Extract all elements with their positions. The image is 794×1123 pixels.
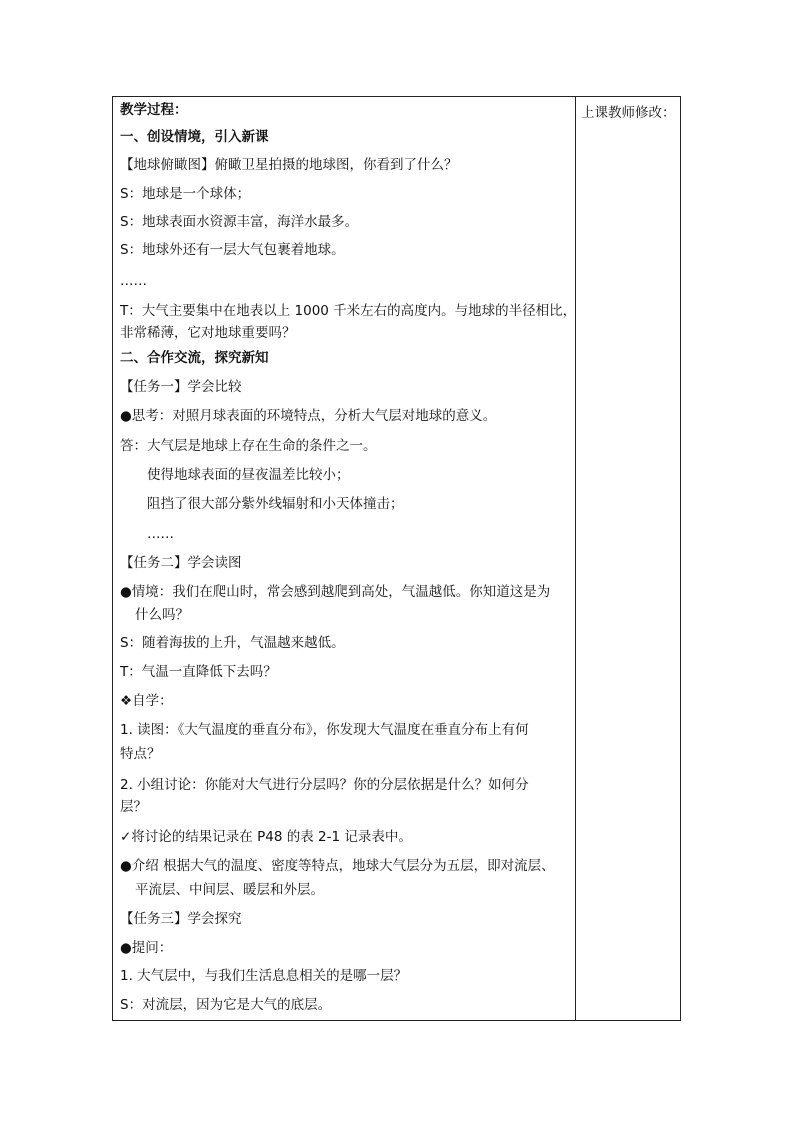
text-line: 什么吗？	[135, 607, 189, 623]
text-line: 1. 读图：《大气温度的垂直分布》，你发现大气温度在垂直分布上有何	[120, 722, 529, 738]
text-line: 1. 大气层中，与我们生活息息相关的是哪一层？	[120, 968, 408, 984]
text-line: S：地球表面水资源丰富，海洋水最多。	[120, 214, 359, 230]
text-line: 阻挡了很大部分紫外线辐射和小天体撞击；	[147, 496, 404, 512]
text-line: S：对流层，因为它是大气的底层。	[120, 997, 332, 1013]
text-line: 【任务二】学会读图	[120, 555, 242, 571]
text-line: T：气温一直降低下去吗？	[120, 664, 277, 680]
text-line: 平流层、中间层、暖层和外层。	[135, 882, 324, 898]
text-line: ……	[120, 273, 147, 289]
text-line: T：大气主要集中在地表以上 1000 千米左右的高度内。与地球的半径相比，	[120, 303, 577, 319]
text-line: ✓将讨论的结果记录在 P48 的表 2-1 记录表中。	[120, 829, 412, 845]
text-line: 【地球俯瞰图】俯瞰卫星拍摄的地球图，你看到了什么？	[120, 157, 458, 173]
text-line: ●思考：对照月球表面的环境特点，分析大气层对地球的意义。	[120, 408, 497, 424]
text-line: ●介绍 根据大气的温度、密度等特点，地球大气层分为五层，即对流层、	[120, 858, 555, 874]
text-line: S：地球是一个球体；	[120, 186, 251, 202]
text-line: 答：大气层是地球上存在生命的条件之一。	[120, 438, 377, 454]
text-line: 层？	[120, 799, 147, 815]
text-line: 特点？	[120, 746, 161, 762]
text-line: ……	[147, 526, 174, 542]
text-line: ●情境：我们在爬山时，常会感到越爬到高处，气温越低。你知道这是为	[120, 584, 551, 600]
text-line: 一、创设情境，引入新课	[120, 129, 269, 145]
text-line: 【任务一】学会比较	[120, 379, 242, 395]
lesson-table	[112, 96, 681, 1021]
text-line: ❖自学：	[120, 693, 173, 709]
text-line: 二、合作交流，探究新知	[120, 350, 269, 366]
text-line: 2. 小组讨论：你能对大气进行分层吗？你的分层依据是什么？如何分	[120, 777, 529, 793]
column-divider	[575, 97, 576, 1020]
text-line: ●提问：	[120, 940, 173, 956]
teacher-revision-header: 上课教师修改：	[581, 105, 676, 121]
text-line: S：随着海拔的上升，气温越来越低。	[120, 635, 345, 651]
text-line: S：地球外还有一层大气包裹着地球。	[120, 242, 345, 258]
text-line: 教学过程：	[120, 102, 188, 118]
text-line: 非常稀薄，它对地球重要吗？	[120, 325, 296, 341]
text-line: 使得地球表面的昼夜温差比较小；	[147, 467, 350, 483]
text-line: 【任务三】学会探究	[120, 911, 242, 927]
